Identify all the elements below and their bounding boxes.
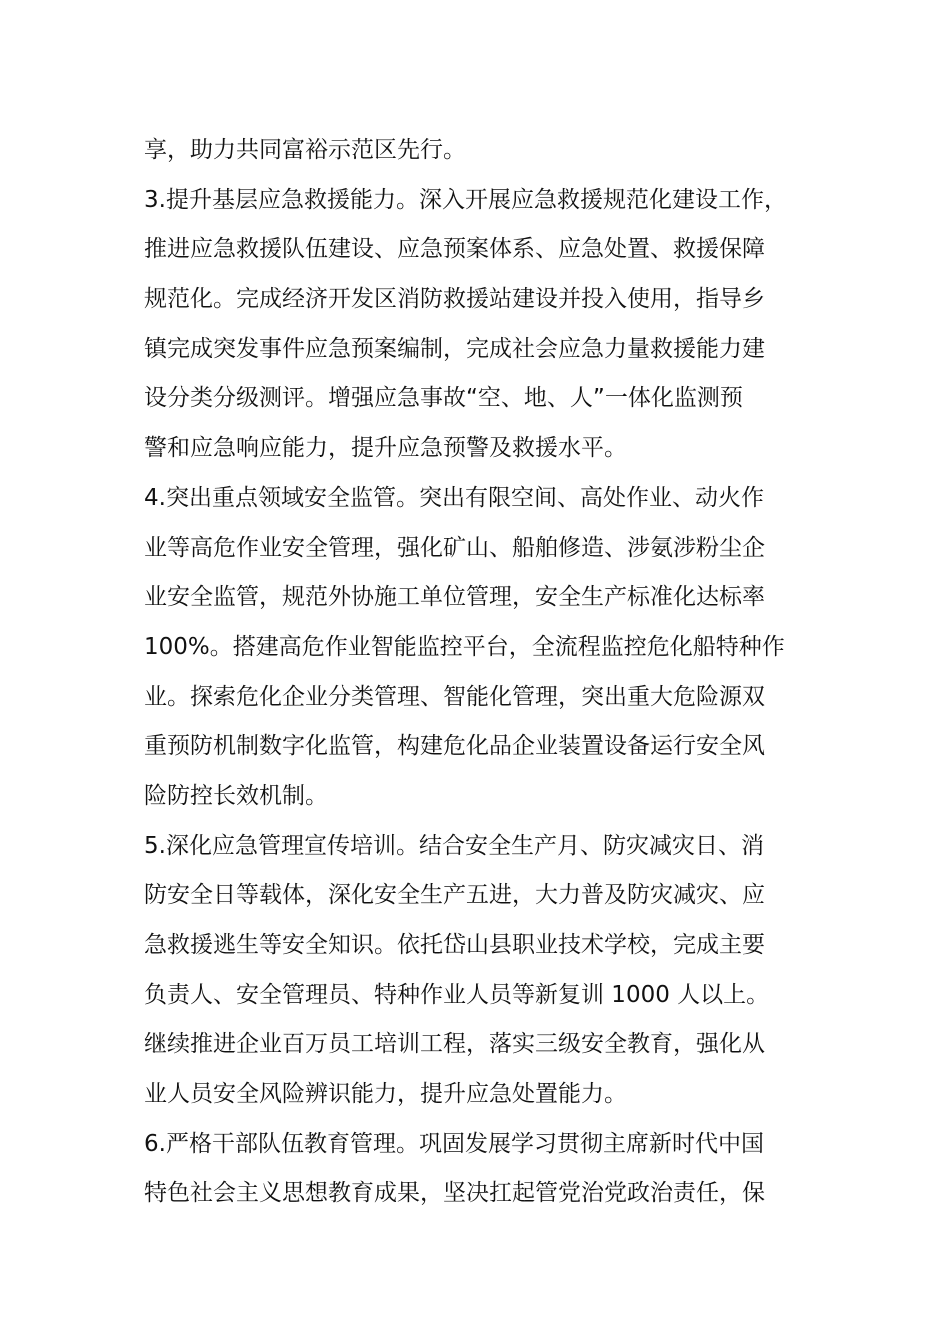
text-line: 业等高危作业安全管理，强化矿山、船舶修造、涉氨涉粉尘企 [144, 534, 765, 561]
text-line: 业。探索危化企业分类管理、智能化管理，突出重大危险源双 [144, 683, 765, 710]
text-line: 规范化。完成经济开发区消防救援站建设并投入使用，指导乡 [144, 286, 765, 313]
text-line: 5.深化应急管理宣传培训。结合安全生产月、防灾减灾日、消 [144, 832, 764, 859]
text-line: 6.严格干部队伍教育管理。巩固发展学习贯彻主席新时代中国 [144, 1130, 764, 1157]
text-line: 负责人、安全管理员、特种作业人员等新复训 1000 人以上。 [144, 981, 770, 1008]
text-line: 重预防机制数字化监管，构建危化品企业装置设备运行安全风 [144, 733, 765, 760]
text-line: 业安全监管，规范外协施工单位管理，安全生产标准化达标率 [144, 584, 765, 611]
text-line: 业人员安全风险辨识能力，提升应急处置能力。 [144, 1081, 627, 1108]
text-line: 防安全日等载体，深化安全生产五进，大力普及防灾减灾、应 [144, 882, 765, 909]
text-line: 4.突出重点领域安全监管。突出有限空间、高处作业、动火作 [144, 484, 764, 511]
text-line: 继续推进企业百万员工培训工程，落实三级安全教育，强化从 [144, 1031, 765, 1058]
text-line: 设分类分级测评。增强应急事故“空、地、人”一体化监测预 [144, 385, 743, 412]
text-line: 100%。搭建高危作业智能监控平台，全流程监控危化船特种作 [144, 633, 785, 660]
text-line: 特色社会主义思想教育成果，坚决扛起管党治党政治责任，保 [144, 1180, 765, 1207]
text-line: 推进应急救援队伍建设、应急预案体系、应急处置、救援保障 [144, 236, 765, 263]
text-line: 3.提升基层应急救援能力。深入开展应急救援规范化建设工作， [144, 186, 787, 213]
text-line: 警和应急响应能力，提升应急预警及救援水平。 [144, 435, 627, 462]
text-line: 享，助力共同富裕示范区先行。 [144, 137, 466, 163]
text-line: 险防控长效机制。 [144, 782, 328, 809]
document-body [144, 126, 824, 1219]
text-line: 镇完成突发事件应急预案编制，完成社会应急力量救援能力建 [144, 335, 765, 362]
text-line: 急救援逃生等安全知识。依托岱山县职业技术学校，完成主要 [144, 932, 765, 958]
